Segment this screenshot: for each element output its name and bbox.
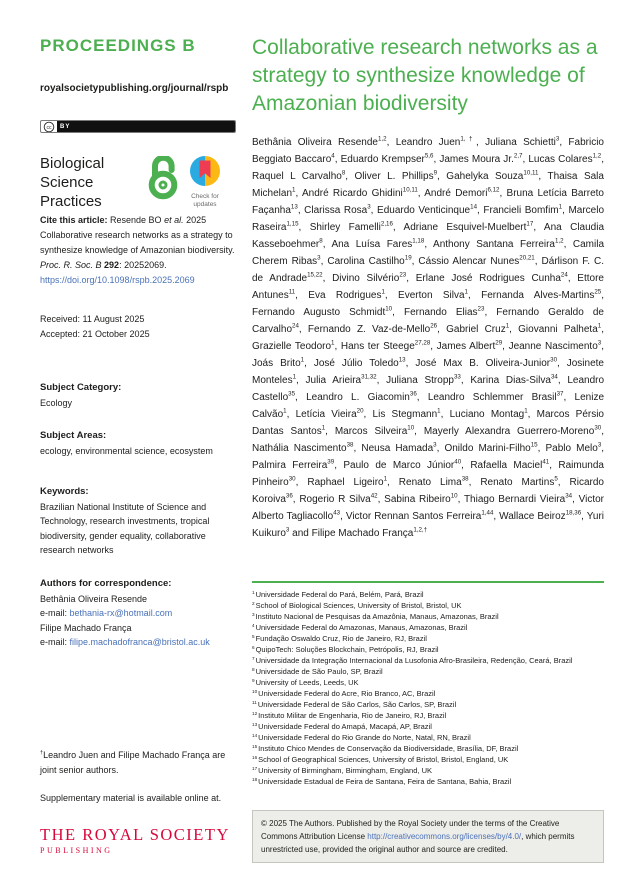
author-affiliation-marker: 15: [530, 441, 538, 449]
author-name: Ana Luísa Fares: [331, 239, 413, 250]
doi-link[interactable]: https://doi.org/10.1098/rspb.2025.2069: [40, 275, 195, 285]
author-affiliation-marker: 1: [524, 407, 528, 415]
check-for-updates-badge[interactable]: [190, 156, 220, 209]
author-affiliation-marker: 1,2: [555, 237, 564, 245]
section-title: Biological Science Practices: [40, 155, 105, 210]
author-affiliation-marker: 1,15: [286, 220, 299, 228]
author-affiliation-marker: 1: [597, 322, 602, 330]
author-name: Luciano Montag: [449, 409, 525, 420]
author-name: Lucas Colares: [528, 154, 593, 165]
cc-icon: [41, 121, 57, 133]
author-name: Fernando Elias: [403, 307, 478, 318]
author-name: Fernando Z. Vaz-de-Mello: [307, 324, 431, 335]
author-name: Wallace Beiroz: [499, 511, 566, 522]
author-affiliation-marker: 1: [321, 424, 326, 432]
correspondent-name: Bethânia Oliveira Resende: [40, 593, 148, 604]
author-name: Karina Dias-Silva: [470, 375, 551, 386]
author-affiliation-marker: 3: [285, 526, 290, 534]
royal-society-logo: THE ROYAL SOCIETY PUBLISHING: [40, 825, 230, 855]
author-name: Marcelo Raseira: [252, 205, 605, 233]
author-affiliation-marker: 15,22: [307, 271, 323, 279]
affiliation-item: $^3$Instituto Nacional de Pesquisas da Amazônia, Manaus, Amazonas, Brazil: [252, 611, 499, 621]
author-affiliation-marker: 3: [367, 203, 371, 211]
author-affiliation-marker: 23: [477, 305, 485, 313]
author-affiliation-marker: 36: [409, 390, 417, 398]
affiliation-item: $^5$Fundação Oswaldo Cruz, Rio de Janeiro, RJ, Brazil: [252, 633, 427, 643]
affiliation-item: $^1$Universidade Federal do Pará, Belém, Pará, Brazil: [252, 589, 424, 599]
open-access-icon: [146, 156, 180, 205]
author-affiliation-marker: 3: [597, 339, 602, 347]
author-affiliation-marker: 3: [597, 441, 602, 449]
author-name: Leandro Castello: [252, 375, 605, 403]
author-name: Grazielle Teodoro: [252, 341, 332, 352]
author-name: Thiago Bernardi Vieira: [463, 494, 566, 505]
author-name: Adriane Esquivel-Muelbert: [403, 222, 527, 233]
author-name: Hans ter Steege: [340, 341, 415, 352]
author-name: Bethânia Oliveira Resende: [252, 137, 378, 148]
author-affiliation-marker: 6,12: [487, 186, 500, 194]
author-affiliation-marker: 18,36: [565, 509, 582, 517]
author-affiliation-marker: 17: [526, 220, 534, 228]
author-name: Filipe Machado França: [311, 528, 414, 539]
author-affiliation-marker: 23: [399, 271, 407, 279]
author-name: Victor Rennan Santos Ferreira: [345, 511, 482, 522]
author-affiliation-marker: 10: [407, 424, 415, 432]
author-name: Nathália Nascimento: [252, 443, 347, 454]
author-affiliation-marker: 41: [542, 458, 550, 466]
author-name: Giovanni Palheta: [518, 324, 598, 335]
accepted-date: Accepted: 21 October 2025: [40, 328, 150, 339]
author-list: Bethânia Oliveira Resende$^{1,2}$, Leandro Juen$^{1,\dagger}$, Juliana Schietti$^3$, Fabricio Beggiato Baccaro$^4$, Eduardo Krempser$^{5,6}$, James Moura Jr.$^{2,7}$, Lucas Colares$^{1,2}$, Raquel L Carvalho$^8$, Oliver L. Phillips$^9$, Gahelyka Souza$^{10,11}$, Thaisa Sala Michelan$^1$, André Ricardo Ghidini$^{10,11}$, André Demori$^{6,12}$, Bruna Letícia Barreto Façanha$^{13}$, Clarissa Rosa$^3$, Eduardo Venticinque$^{14}$, Francieli Bomfim$^1$, Marcelo Raseira$^{1,15}$, Shirley Famelli$^{2,16}$, Adriane Esquivel-Muelbert$^{17}$, Ana Claudia Kasseboehmer$^8$, Ana Luísa Fares$^{1,18}$, Anthony Santana Ferreira$^{1,2}$, Camila Cherem Ribas$^3$, Carolina Castilho$^{19}$, Cássio Alencar Nunes$^{20,21}$, Dárlison F. C. de Andrade$^{15,22}$, Divino Silvério$^{23}$, Erlane José Rodrigues Cunha$^{24}$, Ettore Antunes$^{11}$, Eva Rodrigues$^1$, Everton Silva$^1$, Fernanda Alves-Martins$^{25}$, Fernando Augusto Schmidt$^{10}$, Fernando Elias$^{23}$, Fernando Geraldo de Carvalho$^{24}$, Fernando Z. Vaz-de-Mello$^{26}$, Gabriel Cruz$^1$, Giovanni Palheta$^1$, Grazielle Teodoro$^1$, Hans ter Steege$^{27,28}$, James Albert$^{29}$, Jeanne Nascimento$^3$, Joás Brito$^1$, José Júlio Toledo$^{13}$, José Max B. Oliveira-Junior$^{30}$, Josinete Monteles$^1$, Julia Arieira$^{31,32}$, Juliana Stropp$^{33}$, Karina Dias-Silva$^{34}$, Leandro Castello$^{35}$, Leandro L. Giacomin$^{36}$, Leandro Schlemmer Brasil$^{37}$, Lenize Calvão$^1$, Letícia Vieira$^{20}$, Lis Stegmann$^1$, Luciano Montag$^1$, Marcos Pérsio Dantas Santos$^1$, Marcos Silveira$^{10}$, Mayerly Alexandra Guerrero-Moreno$^{30}$, Nathália Nascimento$^{38}$, Neusa Hamada$^3$, Onildo Marini-Filho$^{15}$, Pablo Melo$^3$, Palmira Ferreira$^{39}$, Paulo de Marco Júnior$^{40}$, Rafaella Maciel$^{41}$, Raimunda Pinheiro$^{30}$, Raphael Ligeiro$^1$, Renato Lima$^{38}$, Renato Martins$^5$, Ricardo Koroiva$^{36}$, Rogerio R Silva$^{42}$, Sabina Ribeiro$^{10}$, Thiago Bernardi Vieira$^{34}$, Victor Alberto Tagliacollo$^{43}$, Victor Rennan Santos Ferreira$^{1,44}$, Wallace Beiroz$^{18,36}$, Yuri Kuikuro$^3$ and Filipe Machado França$^{1,2,\dagger}$: [252, 135, 605, 539]
author-affiliation-marker: 1: [381, 288, 385, 296]
author-affiliation-marker: 1: [292, 186, 296, 194]
author-affiliation-marker: 1: [437, 407, 441, 415]
author-affiliation-marker: 13: [290, 203, 298, 211]
author-affiliation-marker: 1: [283, 407, 287, 415]
author-name: Raimunda Pinheiro: [252, 460, 604, 488]
author-name: Ettore Antunes: [252, 273, 604, 301]
author-name: Eva Rodrigues: [308, 290, 382, 301]
author-affiliation-marker: 1: [383, 475, 388, 483]
author-name: James Moura Jr.: [439, 154, 514, 165]
joint-authors-footnote: †Leandro Juen and Filipe Machado França are joint senior authors.: [40, 750, 226, 775]
affiliation-item: $^{12}$Instituto Militar de Engenharia, Rio de Janeiro, RJ, Brazil: [252, 710, 447, 720]
author-name: Cássio Alencar Nunes: [418, 256, 520, 267]
affiliation-item: $^2$School of Biological Sciences, University of Bristol, Bristol, UK: [252, 600, 462, 610]
author-affiliation-marker: 1: [464, 288, 468, 296]
affiliation-item: $^4$Universidade Federal do Amazonas, Manaus, Amazonas, Brazil: [252, 622, 468, 632]
author-affiliation-marker: 42: [370, 492, 378, 500]
author-affiliation-marker: 40: [454, 458, 462, 466]
author-name: Renato Lima: [398, 477, 462, 488]
affiliation-item: $^6$QuipoTech: Soluções Blockchain, Petrópolis, RJ, Brazil: [252, 644, 439, 654]
author-name: Everton Silva: [398, 290, 465, 301]
author-affiliation-marker: 1: [331, 339, 335, 347]
citation: Cite this article: Resende BO et al. 2025 Collaborative research networks as a strategy to synthesize knowledge of Amazonian biodiversity. Proc. R. Soc. B 292: 20252069. https://doi.org/10.1098/rspb.2025.2069: [40, 215, 235, 285]
affiliation-item: $^9$University of Leeds, Leeds, UK: [252, 677, 359, 687]
author-affiliation-marker: 1,2,†: [413, 526, 428, 534]
author-name: Raphael Ligeiro: [307, 477, 384, 488]
author-name: Sabina Ribeiro: [384, 494, 451, 505]
affiliation-item: $^{17}$University of Birmingham, Birmingham, England, UK: [252, 765, 432, 775]
author-affiliation-marker: 24: [560, 271, 568, 279]
author-affiliation-marker: 29: [495, 339, 503, 347]
author-affiliation-marker: 3: [433, 441, 437, 449]
author-affiliation-marker: 30: [550, 356, 558, 364]
author-affiliation-marker: 33: [453, 373, 461, 381]
author-affiliation-marker: 31,32: [361, 373, 377, 381]
author-name: Juliana Stropp: [386, 375, 454, 386]
author-affiliation-marker: 3: [555, 135, 560, 143]
author-name: André Demori: [424, 188, 488, 199]
keywords: Keywords: Brazilian National Institute of Science and Technology, research investments, tropical biodiversity, gender equality, collaborative research networks: [40, 486, 210, 555]
author-name: Rogerio R Silva: [299, 494, 371, 505]
author-affiliation-marker: 30: [594, 424, 602, 432]
author-affiliation-marker: 4: [331, 152, 335, 160]
author-affiliation-marker: 39: [327, 458, 335, 466]
author-name: Leandro L. Giacomin: [306, 392, 410, 403]
journal-url[interactable]: royalsocietypublishing.org/journal/rspb: [40, 83, 229, 94]
author-affiliation-marker: 10: [385, 305, 393, 313]
author-affiliation-marker: 13: [398, 356, 406, 364]
supplementary-note: Supplementary material is available online at.: [40, 793, 222, 803]
license-link[interactable]: http://creativecommons.org/licenses/by/4.0/: [367, 832, 522, 841]
author-affiliation-marker: 1,†: [460, 135, 477, 143]
author-name: Marcos Silveira: [334, 426, 408, 437]
author-affiliation-marker: 8: [319, 237, 323, 245]
author-affiliation-marker: 35: [288, 390, 296, 398]
author-name: Oliver L. Phillips: [354, 171, 434, 182]
author-name: Ricardo Koroiva: [252, 477, 604, 505]
author-affiliation-marker: 1: [558, 203, 563, 211]
author-affiliation-divider: [252, 581, 604, 583]
affiliation-item: $^{10}$Universidade Federal do Acre, Rio Branco, AC, Brazil: [252, 688, 436, 698]
correspondent-email[interactable]: filipe.machadofranca@bristol.ac.uk: [69, 637, 210, 647]
author-name: Letícia Vieira: [295, 409, 357, 420]
author-name: Fabricio Beggiato Baccaro: [252, 137, 604, 165]
affiliation-item: $^{16}$School of Geographical Sciences, University of Bristol, Bristol, England, UK: [252, 754, 509, 764]
author-affiliation-marker: 36: [285, 492, 293, 500]
cite-label: Cite this article:: [40, 215, 111, 225]
author-name: Gabriel Cruz: [446, 324, 506, 335]
author-name: Francieli Bomfim: [483, 205, 559, 216]
copyright-box: © 2025 The Authors. Published by the Royal Society under the terms of the Creative Commons Attribution License http://creativecommons.org/licenses/by/4.0/, which permits unrestricted use, provided the original author and source are credited.: [252, 810, 604, 863]
article-column: [252, 0, 604, 894]
author-affiliation-marker: 1: [505, 322, 510, 330]
author-name: Rafaella Maciel: [470, 460, 543, 471]
author-affiliation-marker: 1: [292, 373, 297, 381]
author-affiliation-marker: 11: [288, 288, 296, 296]
author-affiliation-marker: 38: [346, 441, 354, 449]
received-date: Received: 11 August 2025: [40, 314, 145, 324]
author-affiliation-marker: 34: [550, 373, 558, 381]
author-name: Lenize Calvão: [252, 392, 605, 420]
author-affiliation-marker: 43: [333, 509, 341, 517]
author-affiliation-marker: 24: [292, 322, 299, 330]
author-name: Eduardo Venticinque: [377, 205, 471, 216]
author-name: Onildo Marini-Filho: [444, 443, 531, 454]
author-name: Pablo Melo: [545, 443, 598, 454]
author-name: Dárlison F. C. de Andrade: [252, 256, 604, 284]
author-name: José Max B. Oliveira-Junior: [415, 358, 551, 369]
author-affiliation-marker: 1,2: [592, 152, 602, 160]
author-name: Raquel L Carvalho: [252, 171, 342, 182]
author-affiliation-marker: 2,7: [513, 152, 523, 160]
author-affiliation-marker: 25: [594, 288, 602, 296]
author-affiliation-marker: 30: [288, 475, 296, 483]
author-name: Bruna Letícia Barreto Façanha: [252, 188, 604, 216]
affiliation-item: $^{11}$Universidade Federal de São Carlos, São Carlos, SP, Brazil: [252, 699, 457, 709]
author-name: Josinete Monteles: [252, 358, 604, 386]
author-name: Lis Stegmann: [372, 409, 438, 420]
article-title: Collaborative research networks as a strategy to synthesize knowledge of Amazonian biodiversity: [252, 36, 598, 115]
author-affiliation-marker: 10,11: [402, 186, 418, 194]
author-name: Joás Brito: [252, 358, 301, 369]
svg-text:cc: cc: [46, 124, 52, 131]
author-name: James Albert: [436, 341, 496, 352]
author-name: Anthony Santana Ferreira: [433, 239, 555, 250]
author-affiliation-marker: 38: [461, 475, 469, 483]
author-affiliation-marker: 37: [556, 390, 564, 398]
left-sidebar: [40, 0, 236, 894]
affiliation-item: $^7$Universidade da Integração Internacional da Lusofonia Afro-Brasileira, Redenção, Ceará, Brazil: [252, 655, 573, 665]
author-name: Ana Claudia Kasseboehmer: [252, 222, 605, 250]
history-dates: [40, 312, 236, 341]
affiliation-item: $^{13}$Universidade Federal do Amapá, Macapá, AP, Brazil: [252, 721, 432, 731]
correspondence: Authors for correspondence: Bethânia Oliveira Resende e-mail: bethania-rx@hotmail.com Filipe Machado França e-mail: filipe.machadofranca@bristol.ac.uk: [40, 578, 210, 647]
crossmark-label: Check for updates: [191, 193, 219, 208]
affiliation-item: $^{18}$Universidade Estadual de Feira de Santana, Feira de Santana, Bahia, Brazil: [252, 776, 512, 786]
correspondent-email[interactable]: bethania-rx@hotmail.com: [69, 608, 173, 618]
cc-by-badge[interactable]: [40, 120, 236, 133]
subject-category: Subject Category: Ecology: [40, 382, 122, 408]
author-affiliation-marker: 5: [554, 475, 558, 483]
author-name: Juliana Schietti: [485, 137, 556, 148]
author-name: José Júlio Toledo: [313, 358, 399, 369]
author-affiliation-marker: 20: [356, 407, 364, 415]
author-name: Camila Cherem Ribas: [252, 239, 605, 267]
affiliation-item: $^{14}$Universidade Federal do Rio Grande do Norte, Natal, RN, Brazil: [252, 732, 471, 742]
affiliation-list: [252, 589, 604, 787]
author-name: Julia Arieira: [305, 375, 362, 386]
author-name: Neusa Hamada: [361, 443, 434, 454]
author-affiliation-marker: 8: [341, 169, 346, 177]
author-affiliation-marker: 10,11: [523, 169, 539, 177]
author-name: Gahelyka Souza: [446, 171, 524, 182]
author-affiliation-marker: 3: [317, 254, 321, 262]
author-name: Marcos Pérsio Dantas Santos: [252, 409, 604, 437]
author-name: Leandro Juen: [395, 137, 461, 148]
subject-areas: Subject Areas: ecology, environmental science, ecosystem: [40, 430, 213, 456]
author-name: Yuri Kuikuro: [252, 511, 604, 539]
author-affiliation-marker: 34: [565, 492, 573, 500]
author-affiliation-marker: 27,28: [414, 339, 431, 347]
author-affiliation-marker: 1: [300, 356, 305, 364]
cc-by-label: BY: [57, 121, 235, 132]
author-affiliation-marker: 1,44: [481, 509, 494, 517]
author-name: Leandro Schlemmer Brasil: [427, 392, 557, 403]
author-name: Carolina Castilho: [327, 256, 405, 267]
author-name: Victor Alberto Tagliacollo: [252, 494, 605, 522]
author-name: Eduardo Krempser: [340, 154, 425, 165]
affiliation-item: $^{15}$Instituto Chico Mendes de Conservação da Biodiversidade, Brasília, DF, Brazil: [252, 743, 519, 753]
author-affiliation-marker: 19: [404, 254, 412, 262]
author-name: Erlane José Rodrigues Cunha: [415, 273, 561, 284]
crossmark-icon: [190, 156, 220, 191]
author-name: André Ricardo Ghidini: [301, 188, 403, 199]
author-name: Fernando Augusto Schmidt: [252, 307, 386, 318]
author-name: Thaisa Sala Michelan: [252, 171, 604, 199]
author-name: Clarissa Rosa: [304, 205, 368, 216]
affiliation-item: $^8$Universidade de São Paulo, SP, Brazil: [252, 666, 383, 676]
author-affiliation-marker: 9: [433, 169, 438, 177]
author-affiliation-marker: 10: [450, 492, 458, 500]
author-affiliation-marker: 5,6: [424, 152, 434, 160]
author-affiliation-marker: 2,16: [380, 220, 393, 228]
author-name: Divino Silvério: [332, 273, 400, 284]
author-affiliation-marker: 1,18: [412, 237, 425, 245]
author-affiliation-marker: 26: [430, 322, 438, 330]
author-name: Palmira Ferreira: [252, 460, 328, 471]
section-row: [40, 154, 236, 211]
author-name: Shirley Famelli: [309, 222, 381, 233]
author-name: Fernanda Alves-Martins: [481, 290, 595, 301]
author-name: Paulo de Marco Júnior: [343, 460, 455, 471]
author-name: Fernando Geraldo de Carvalho: [252, 307, 604, 335]
author-affiliation-marker: 14: [470, 203, 478, 211]
correspondent-name: Filipe Machado França: [40, 622, 132, 633]
author-name: Jeanne Nascimento: [508, 341, 598, 352]
journal-brand: PROCEEDINGS B: [40, 36, 196, 55]
author-name: Mayerly Alexandra Guerrero-Moreno: [423, 426, 595, 437]
author-name: Renato Martins: [480, 477, 555, 488]
author-affiliation-marker: 1,2: [378, 135, 387, 143]
author-affiliation-marker: 20,21: [519, 254, 535, 262]
